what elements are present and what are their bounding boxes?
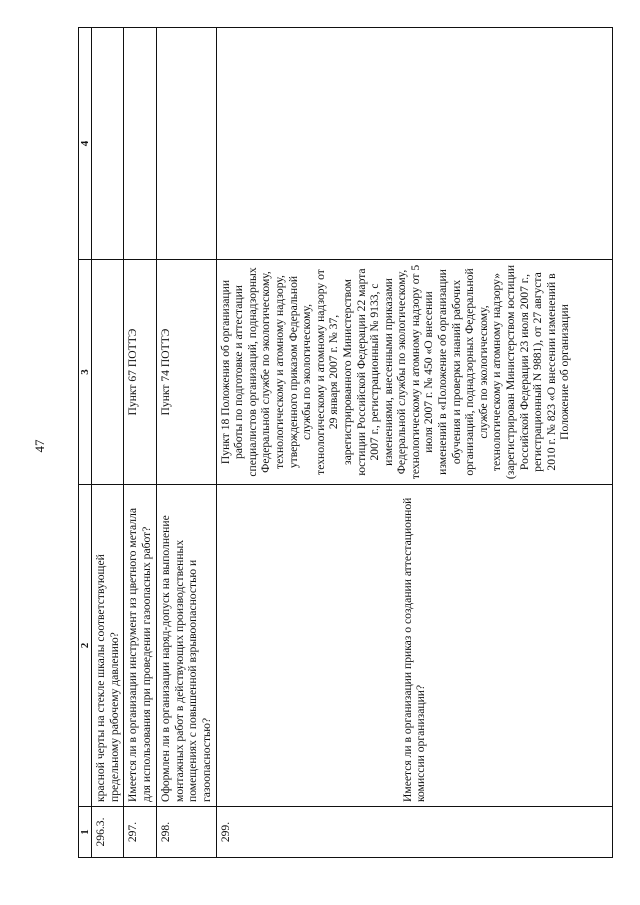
- column-header-1: 1: [79, 807, 92, 858]
- note-cell: [216, 28, 612, 260]
- row-number: 298.: [157, 807, 216, 858]
- basis-cell: Пункт 18 Положения об организации работы по подготовке и аттестации специалистов организаций, поднадзорных Федеральной службе по экологическому, технологическому и атомному надзору, утвержденного приказом Федеральной службы по экологическому, технологическому и атомному надзору от 29 января 2007 г. № 37, зарегистрированного Министерством юстиции Российской Федерации 22 марта 2007 г., регистрационный № 9133, с изменениями, внесенными приказами Федеральной службы по экологическому, технологическому и атомному надзору от 5 июля 2007 г. № 450 «О внесении изменений в «Положение об организации обучения и проверки знаний рабочих организаций, поднадзорных Федеральной службе по экологическому, технологическому и атомному надзору» (зарегистрирован Министерством юстиции Российской Федерации 23 июля 2007 г., регистрационный N 9881), от 27 августа 2010 г. № 823 «О внесении изменений в Положение об организации: [216, 260, 612, 485]
- row-number: 297.: [124, 807, 157, 858]
- column-header-2: 2: [79, 485, 92, 807]
- basis-cell: [92, 260, 124, 485]
- note-cell: [92, 28, 124, 260]
- question-cell: Имеется ли в организации инструмент из цветного металла для использования при проведении газоопасных работ?: [124, 485, 157, 807]
- table-row: [124, 28, 157, 858]
- column-header-3: 3: [79, 260, 92, 485]
- page-number: 47: [32, 439, 47, 453]
- row-number: 299.: [216, 807, 612, 858]
- basis-cell: Пункт 74 ПОТТЭ: [157, 260, 216, 485]
- basis-cell: Пункт 67 ПОТТЭ: [124, 260, 157, 485]
- note-cell: [157, 28, 216, 260]
- header-row: [79, 28, 92, 858]
- row-number: 296.3.: [92, 807, 124, 858]
- rotated-page: [78, 28, 613, 858]
- table-row: [92, 28, 124, 858]
- question-cell: Имеется ли в организации приказ о создании аттестационной комиссии организации?: [216, 485, 612, 807]
- checklist-table: [78, 27, 613, 858]
- question-cell: красной черты на стекле шкалы соответствующей предельному рабочему давлению?: [92, 485, 124, 807]
- table-row: [216, 28, 612, 858]
- question-cell: Оформлен ли в организации наряд-допуск на выполнение монтажных работ в действующих производственных помещениях с повышенной взрывоопасностью и газоопасностью?: [157, 485, 216, 807]
- table-row: [157, 28, 216, 858]
- column-header-4: 4: [79, 28, 92, 260]
- note-cell: [124, 28, 157, 260]
